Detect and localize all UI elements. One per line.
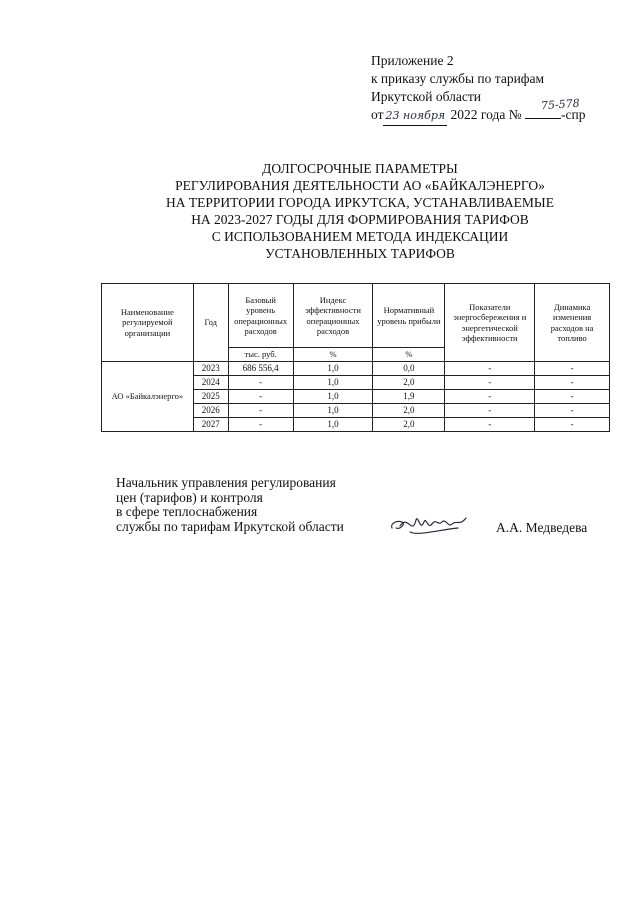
title-line: РЕГУЛИРОВАНИЯ ДЕЯТЕЛЬНОСТИ АО «БАЙКАЛЭНЕРГО» [175, 178, 545, 193]
signatory-line: службы по тарифам Иркутской области [116, 518, 344, 534]
cell-base: - [228, 376, 293, 390]
cell-dynamics: - [535, 390, 610, 404]
cell-profit: 2,0 [373, 404, 445, 418]
unit-index: % [293, 348, 373, 362]
annex-title: Приложение 2 [371, 53, 454, 68]
handwritten-order-number: 75-578 [540, 96, 581, 113]
header-energy: Показатели энергосбережения и энергетической эффективности [445, 284, 535, 362]
title-line: НА 2023-2027 ГОДЫ ДЛЯ ФОРМИРОВАНИЯ ТАРИФОВ [191, 212, 529, 227]
annex-order-ref: к приказу службы по тарифам [371, 71, 545, 86]
year-text: 2022 года № [450, 107, 522, 122]
signatory-name: А.А. Медведева [496, 520, 588, 535]
cell-index: 1,0 [293, 418, 373, 432]
cell-dynamics: - [535, 418, 610, 432]
title-line: ДОЛГОСРОЧНЫЕ ПАРАМЕТРЫ [262, 161, 458, 176]
cell-dynamics: - [535, 404, 610, 418]
annex-block [371, 52, 585, 126]
signatory-title [116, 476, 344, 534]
title-line: С ИСПОЛЬЗОВАНИЕМ МЕТОДА ИНДЕКСАЦИИ [211, 229, 509, 244]
parameters-table [101, 283, 610, 432]
number-suffix: -спр [560, 107, 586, 122]
document-title [100, 160, 620, 262]
title-line: УСТАНОВЛЕННЫХ ТАРИФОВ [265, 246, 455, 261]
table-header-row [102, 284, 610, 348]
date-prefix: от [371, 107, 384, 122]
cell-base: - [228, 418, 293, 432]
header-base: Базовый уровень операционных расходов [228, 284, 293, 348]
signatory-line: цен (тарифов) и контроля [116, 489, 263, 505]
cell-base: - [228, 390, 293, 404]
handwritten-signature [388, 506, 480, 542]
header-org: Наименование регулируемой организации [102, 284, 194, 362]
cell-dynamics: - [535, 362, 610, 376]
cell-year: 2026 [193, 404, 228, 418]
header-dynamics: Динамика изменения расходов на топливо [535, 284, 610, 362]
cell-year: 2023 [193, 362, 228, 376]
cell-energy: - [445, 404, 535, 418]
signatory-line: Начальник управления регулирования [116, 475, 336, 490]
cell-index: 1,0 [293, 376, 373, 390]
cell-energy: - [445, 390, 535, 404]
annex-region: Иркутской области [371, 89, 482, 104]
header-index: Индекс эффективности операционных расходов [293, 284, 373, 348]
header-profit: Нормативный уровень прибыли [373, 284, 445, 348]
cell-index: 1,0 [293, 362, 373, 376]
header-year: Год [193, 284, 228, 362]
cell-energy: - [445, 362, 535, 376]
cell-profit: 2,0 [373, 418, 445, 432]
handwritten-date: 23 ноября [383, 107, 447, 126]
cell-year: 2025 [193, 390, 228, 404]
cell-index: 1,0 [293, 404, 373, 418]
cell-dynamics: - [535, 376, 610, 390]
cell-base: 686 556,4 [228, 362, 293, 376]
cell-profit: 0,0 [373, 362, 445, 376]
org-name-cell: АО «Байкалэнерго» [102, 362, 194, 432]
unit-profit: % [373, 348, 445, 362]
signatory-line: в сфере теплоснабжения [116, 504, 258, 519]
unit-base: тыс. руб. [228, 348, 293, 362]
cell-base: - [228, 404, 293, 418]
cell-profit: 1,9 [373, 390, 445, 404]
cell-year: 2027 [193, 418, 228, 432]
cell-index: 1,0 [293, 390, 373, 404]
title-line: НА ТЕРРИТОРИИ ГОРОДА ИРКУТСКА, УСТАНАВЛИВАЕМЫЕ [166, 195, 554, 210]
cell-energy: - [445, 418, 535, 432]
cell-profit: 2,0 [373, 376, 445, 390]
cell-year: 2024 [193, 376, 228, 390]
cell-energy: - [445, 376, 535, 390]
table-row [102, 362, 610, 376]
